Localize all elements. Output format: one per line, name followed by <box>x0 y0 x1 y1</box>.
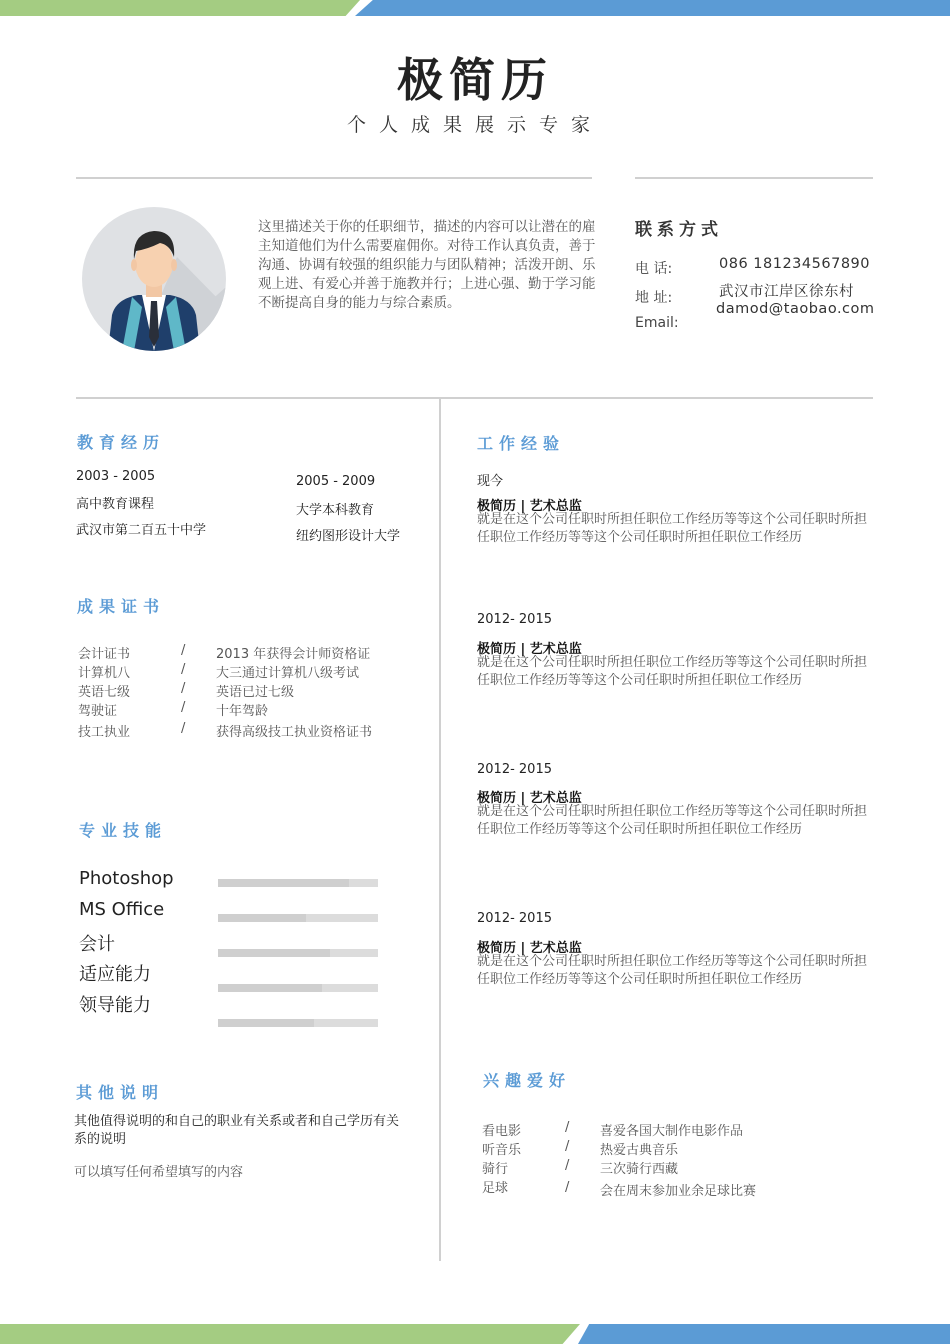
resume-subtitle: 个人成果展示专家 <box>346 114 603 136</box>
certificate-name: 英语七级 <box>78 685 131 700</box>
other-title: 其他说明 <box>76 1083 165 1102</box>
job-period: 2012- 2015 <box>477 911 552 926</box>
job-title: 极简历 | 艺术总监 <box>477 791 582 806</box>
skill-bar <box>218 1019 378 1027</box>
job-title: 极简历 | 艺术总监 <box>477 642 582 657</box>
work-title: 工作经验 <box>477 434 566 453</box>
top-green-bar <box>0 0 360 16</box>
education-title: 教育经历 <box>77 433 166 452</box>
hobby-desc: 会在周末参加业余足球比赛 <box>600 1184 757 1199</box>
bottom-blue-bar <box>578 1324 950 1344</box>
skill-bar <box>218 984 378 992</box>
certificate-desc: 十年驾龄 <box>216 704 269 719</box>
education-period: 2005 - 2009 <box>296 474 376 489</box>
hobby-name: 骑行 <box>482 1162 509 1177</box>
certificate-separator: / <box>181 662 186 677</box>
certificate-separator: / <box>181 643 186 658</box>
education-course: 高中教育课程 <box>76 497 155 512</box>
skill-bar-fill <box>218 914 306 922</box>
top-blue-bar <box>355 0 950 16</box>
skill-name: Photoshop <box>79 868 174 889</box>
skill-bar-fill <box>218 1019 314 1027</box>
education-course: 大学本科教育 <box>296 503 375 518</box>
main-divider <box>76 397 873 399</box>
certificate-desc: 2013 年获得会计师资格证 <box>216 647 371 662</box>
phone-value: 086 181234567890 <box>719 256 870 272</box>
hobby-name: 听音乐 <box>482 1143 522 1158</box>
address-label: 地 址: <box>635 290 673 306</box>
skills-title: 专业技能 <box>79 821 168 840</box>
resume-title: 极简历 <box>397 53 553 107</box>
skill-bar-fill <box>218 984 322 992</box>
certificate-desc: 大三通过计算机八级考试 <box>216 666 360 681</box>
skill-bar <box>218 914 378 922</box>
hobbies-title: 兴趣爱好 <box>483 1071 572 1090</box>
hobby-separator: / <box>565 1180 570 1195</box>
job-description: 就是在这个公司任职时所担任职位工作经历等等这个公司任职时所担任职位工作经历等等这个公司任职时所担任职位工作经历 <box>477 954 868 987</box>
certificate-desc: 英语已过七级 <box>216 685 295 700</box>
hobby-separator: / <box>565 1139 570 1154</box>
certificate-desc: 获得高级技工执业资格证书 <box>216 725 373 740</box>
certificate-separator: / <box>181 700 186 715</box>
contact-title: 联系方式 <box>635 220 723 240</box>
hobby-desc: 喜爱各国大制作电影作品 <box>600 1124 744 1139</box>
job-period: 现今 <box>477 474 504 489</box>
skill-name: MS Office <box>79 899 165 920</box>
job-description: 就是在这个公司任职时所担任职位工作经历等等这个公司任职时所担任职位工作经历等等这个公司任职时所担任职位工作经历 <box>477 804 868 837</box>
email-value: damod@taobao.com <box>716 301 875 317</box>
certificate-name: 会计证书 <box>78 647 131 662</box>
education-school: 纽约图形设计大学 <box>296 529 401 544</box>
skill-name: 适应能力 <box>79 964 151 985</box>
job-description: 就是在这个公司任职时所担任职位工作经历等等这个公司任职时所担任职位工作经历等等这个公司任职时所担任职位工作经历 <box>477 512 868 545</box>
job-description: 就是在这个公司任职时所担任职位工作经历等等这个公司任职时所担任职位工作经历等等这个公司任职时所担任职位工作经历 <box>477 655 868 688</box>
address-value: 武汉市江岸区徐东村 <box>719 284 854 300</box>
column-divider <box>439 399 441 1261</box>
skill-bar-fill <box>218 879 349 887</box>
skill-name: 会计 <box>79 934 115 955</box>
certificate-name: 计算机八 <box>78 666 131 681</box>
phone-label: 电 话: <box>635 261 673 277</box>
email-label: Email: <box>635 315 679 331</box>
hobby-separator: / <box>565 1158 570 1173</box>
skill-bar <box>218 949 378 957</box>
education-period: 2003 - 2005 <box>76 469 156 484</box>
hobby-desc: 热爱古典音乐 <box>600 1143 679 1158</box>
hobby-desc: 三次骑行西藏 <box>600 1162 679 1177</box>
skill-bar-fill <box>218 949 330 957</box>
job-period: 2012- 2015 <box>477 612 552 627</box>
skill-bar <box>218 879 378 887</box>
hobby-separator: / <box>565 1120 570 1135</box>
certificate-name: 驾驶证 <box>78 704 118 719</box>
header-divider-right <box>635 177 873 179</box>
avatar <box>82 207 226 351</box>
other-note: 可以填写任何希望填写的内容 <box>74 1165 244 1180</box>
hobby-name: 足球 <box>482 1181 509 1196</box>
other-description: 其他值得说明的和自己的职业有关系或者和自己学历有关系的说明 <box>74 1114 400 1147</box>
certificate-name: 技工执业 <box>78 725 131 740</box>
job-period: 2012- 2015 <box>477 762 552 777</box>
certificate-separator: / <box>181 721 186 736</box>
job-title: 极简历 | 艺术总监 <box>477 941 582 956</box>
education-school: 武汉市第二百五十中学 <box>76 523 207 538</box>
certificates-title: 成果证书 <box>77 597 166 616</box>
intro-text: 这里描述关于你的任职细节，描述的内容可以让潜在的雇主知道他们为什么需要雇佣你。对待工作认真负责，善于沟通、协调有较强的组织能力与团队精神；活泼开朗、乐观上进、有爱心并善于施教并行；上进心强、勤于学习能不断提高自身的能力与综合素质。 <box>258 219 596 311</box>
header-divider-left <box>76 177 592 179</box>
certificate-separator: / <box>181 681 186 696</box>
job-title: 极简历 | 艺术总监 <box>477 499 582 514</box>
person-icon <box>82 207 226 351</box>
bottom-green-bar <box>0 1324 580 1344</box>
skill-name: 领导能力 <box>79 995 151 1016</box>
hobby-name: 看电影 <box>482 1124 522 1139</box>
